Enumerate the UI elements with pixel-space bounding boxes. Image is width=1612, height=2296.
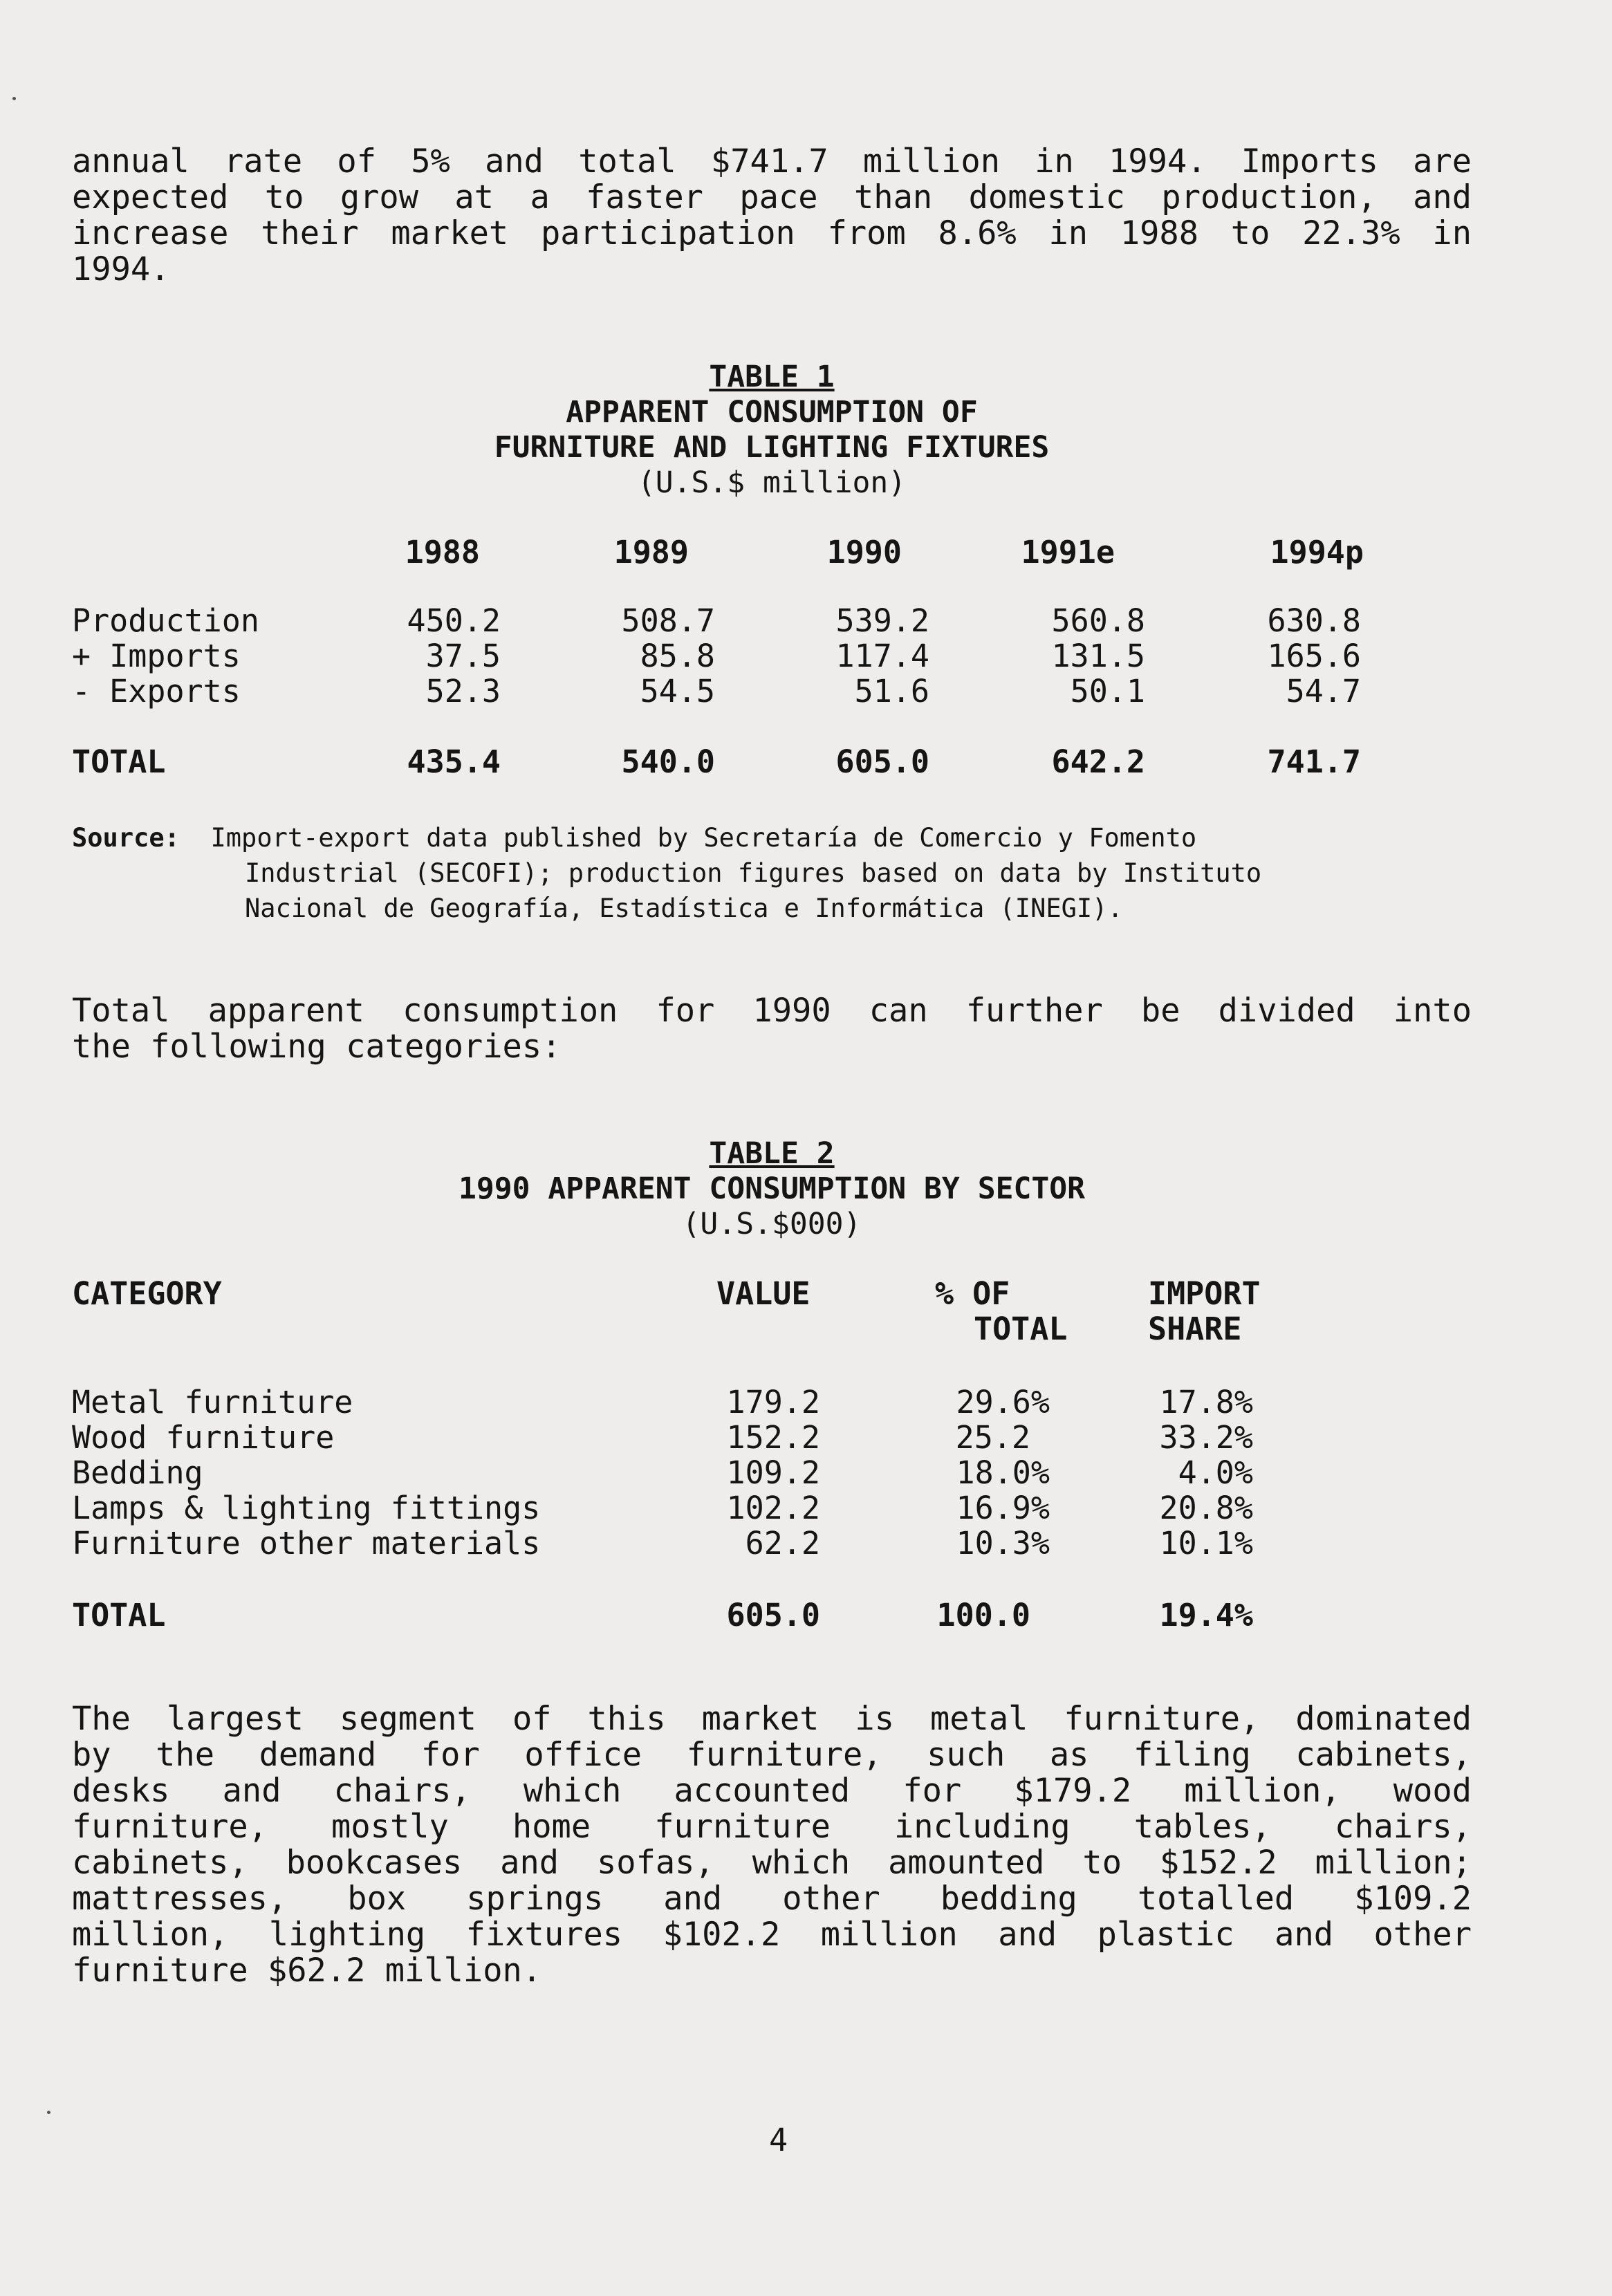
text-line: expected to grow at a faster pace than domestic production, and (72, 178, 1472, 216)
source-text: Import-export data published by Secretaría de Comercio y Fomento (210, 823, 1197, 853)
table1-cell: 52.3 (425, 673, 501, 710)
table1-subtitle: APPARENT CONSUMPTION OF (566, 395, 978, 429)
table2-cell-import: 33.2% (1159, 1419, 1253, 1456)
table2-cell-pct: 10.3% (956, 1525, 1050, 1562)
table1-cell: 51.6 (854, 673, 929, 710)
text-line: furniture $62.2 million. (72, 1952, 542, 1990)
table2-row-category: Wood furniture (72, 1419, 335, 1456)
table1-cell: 117.4 (835, 638, 929, 674)
text-line: cabinets, bookcases and sofas, which amounted to $152.2 million; (72, 1844, 1472, 1882)
table1-units: (U.S.$ million) (637, 465, 907, 500)
scan-speck (47, 2111, 50, 2114)
source-text: Nacional de Geografía, Estadística e Informática (INEGI). (245, 894, 1123, 923)
table2-total-pct: 100.0 (936, 1597, 1030, 1633)
table1-cell: 131.5 (1051, 638, 1145, 674)
table1-row-label: - Exports (72, 673, 241, 710)
table1-cell: 54.7 (1286, 673, 1361, 710)
table2-row-category: Metal furniture (72, 1384, 353, 1420)
table1-cell: 560.8 (1051, 602, 1145, 639)
closing-paragraph (72, 1701, 1472, 1989)
text-line: by the demand for office furniture, such as filing cabinets, (72, 1736, 1472, 1774)
table2-row-category: Lamps & lighting fittings (72, 1490, 541, 1526)
text-line: annual rate of 5% and total $741.7 million in 1994. Imports are (72, 142, 1472, 180)
table1-source-note (72, 820, 1472, 926)
table2-cell-pct: 25.2 (955, 1419, 1030, 1456)
text-line: furniture, mostly home furniture including tables, chairs, (72, 1808, 1472, 1846)
table2-header-value: VALUE (716, 1275, 810, 1312)
table2-total-label: TOTAL (72, 1597, 166, 1633)
table2-row-category: Furniture other materials (72, 1525, 541, 1562)
table1-total-cell: 642.2 (1051, 743, 1145, 780)
table2-cell-value: 109.2 (726, 1454, 820, 1491)
table2-units: (U.S.$000) (682, 1207, 862, 1241)
table2-cell-pct: 16.9% (956, 1490, 1050, 1526)
table2-cell-value: 179.2 (726, 1384, 820, 1420)
text-line: increase their market participation from 8.6% in 1988 to 22.3% in (72, 214, 1472, 252)
table1-year-header: 1990 (826, 534, 902, 571)
table2-cell-import: 4.0% (1178, 1454, 1253, 1491)
table2-title: TABLE 2 (709, 1136, 835, 1171)
table2-cell-value: 62.2 (745, 1525, 820, 1562)
table1-cell: 630.8 (1267, 602, 1361, 639)
table1-cell: 539.2 (835, 602, 929, 639)
table2-total-value: 605.0 (726, 1597, 820, 1633)
table1-caption (72, 360, 1472, 501)
table1-row-label: + Imports (72, 638, 241, 674)
table2-cell-pct: 29.6% (956, 1384, 1050, 1420)
source-label: Source: (72, 823, 180, 853)
table1-total-cell: 540.0 (621, 743, 715, 780)
table2-header-pct: % OF (935, 1275, 1010, 1312)
text-line: desks and chairs, which accounted for $179.2 million, wood (72, 1772, 1472, 1810)
text-line: 1994. (72, 250, 170, 288)
table1-cell: 37.5 (425, 638, 501, 674)
table1-year-header: 1991e (1021, 534, 1115, 571)
table1-total-label: TOTAL (72, 743, 166, 780)
table1-total-cell: 741.7 (1267, 743, 1361, 780)
scan-speck (12, 97, 16, 100)
table2-cell-import: 10.1% (1159, 1525, 1253, 1562)
table1-year-header: 1994p (1270, 534, 1364, 571)
table1-total-cell: 605.0 (835, 743, 929, 780)
intro-paragraph (72, 144, 1472, 288)
table1-total-cell: 435.4 (407, 743, 501, 780)
table2-subtitle: 1990 APPARENT CONSUMPTION BY SECTOR (458, 1172, 1086, 1206)
table2-cell-pct: 18.0% (956, 1454, 1050, 1491)
table2-header-category: CATEGORY (72, 1275, 222, 1312)
table1-row-label: Production (72, 602, 259, 639)
table1-cell: 450.2 (407, 602, 501, 639)
table1-year-header: 1989 (613, 534, 689, 571)
text-line: the following categories: (72, 1028, 562, 1066)
table2-caption (72, 1136, 1472, 1242)
table2-header-import: IMPORT (1148, 1275, 1261, 1312)
table1-cell: 508.7 (621, 602, 715, 639)
source-text: Industrial (SECOFI); production figures based on data by Instituto (245, 858, 1262, 888)
table1-title: TABLE 1 (709, 360, 835, 394)
table2-cell-value: 102.2 (726, 1490, 820, 1526)
table2-cell-value: 152.2 (726, 1419, 820, 1456)
text-line: million, lighting fixtures $102.2 million and plastic and other (72, 1916, 1472, 1954)
table1-cell: 54.5 (640, 673, 715, 710)
text-line: Total apparent consumption for 1990 can further be divided into (72, 992, 1472, 1030)
table1-cell: 50.1 (1070, 673, 1145, 710)
table2-header-import: SHARE (1148, 1311, 1242, 1347)
table2-header-pct: TOTAL (974, 1311, 1068, 1347)
table1-cell: 85.8 (640, 638, 715, 674)
table1-subtitle: FURNITURE AND LIGHTING FIXTURES (494, 430, 1050, 465)
table1-year-header: 1988 (405, 534, 480, 571)
middle-paragraph (72, 993, 1472, 1065)
table2-cell-import: 17.8% (1159, 1384, 1253, 1420)
text-line: mattresses, box springs and other bedding totalled $109.2 (72, 1880, 1472, 1918)
page-number: 4 (769, 2122, 788, 2158)
text-line: The largest segment of this market is metal furniture, dominated (72, 1700, 1472, 1738)
table2-cell-import: 20.8% (1159, 1490, 1253, 1526)
table2-total-import: 19.4% (1159, 1597, 1253, 1633)
table1-cell: 165.6 (1267, 638, 1361, 674)
table2-row-category: Bedding (72, 1454, 203, 1491)
